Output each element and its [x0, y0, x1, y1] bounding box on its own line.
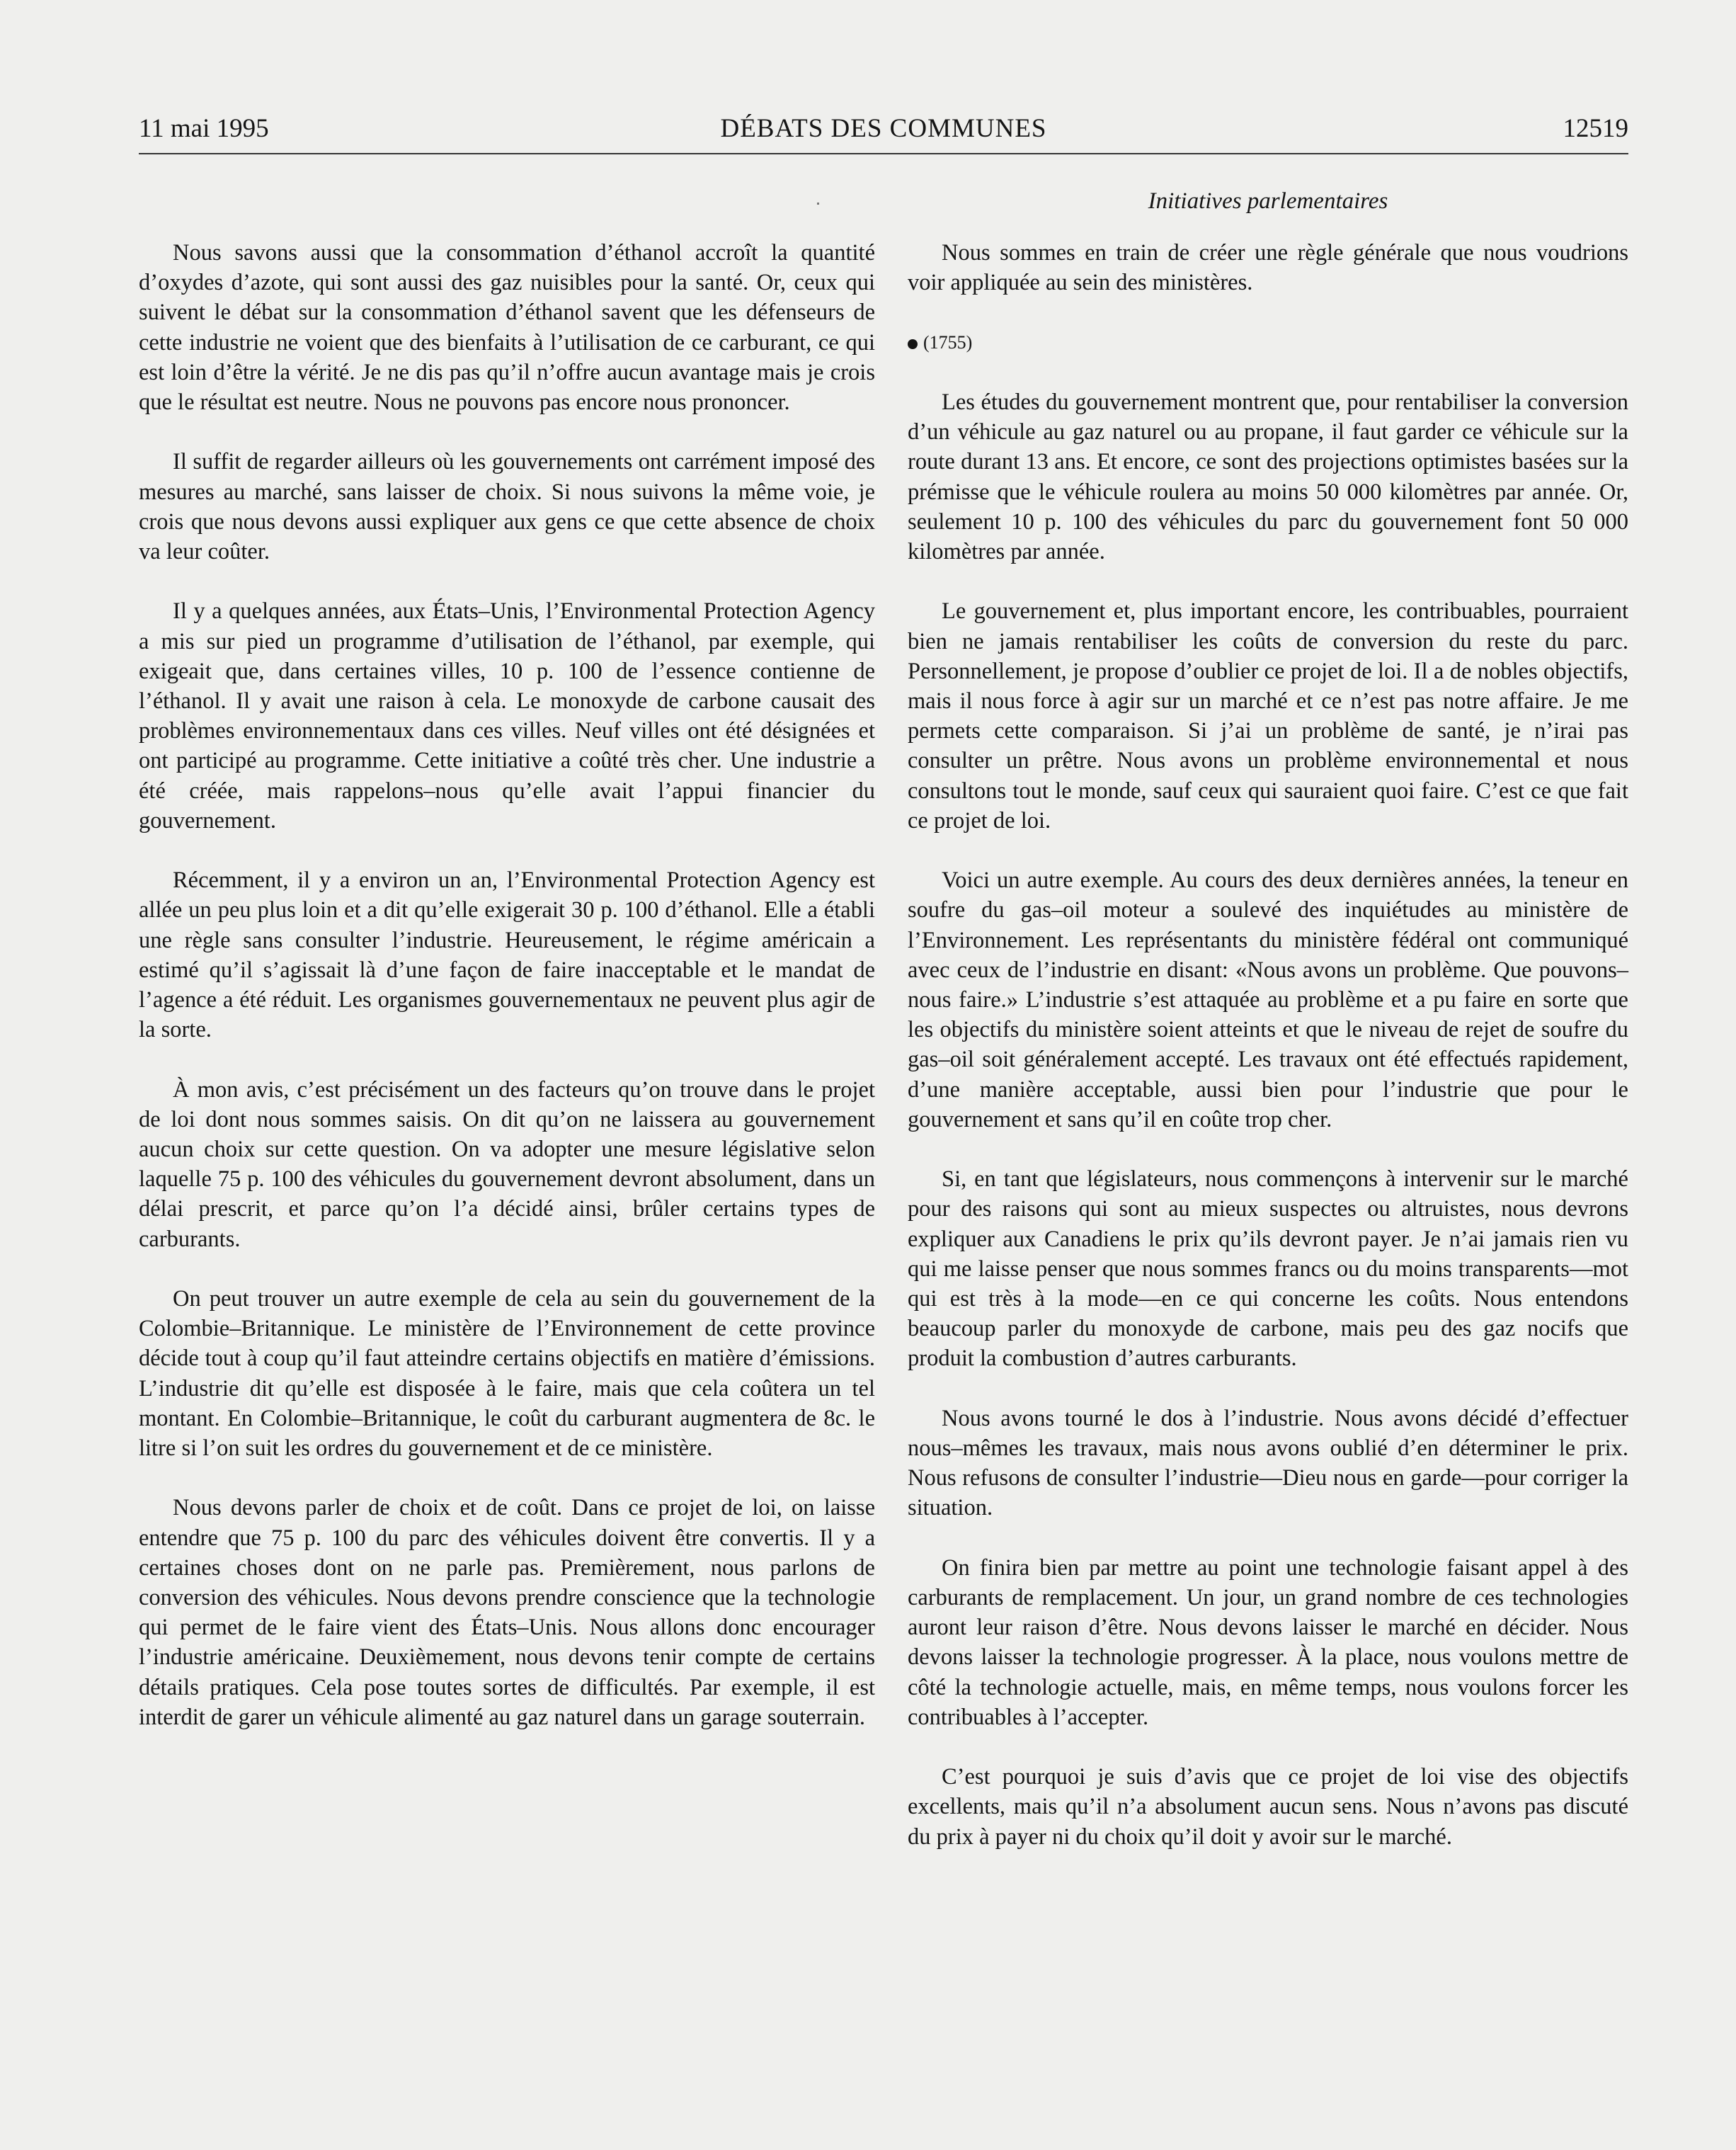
scan-speck: [817, 203, 819, 205]
paragraph: C’est pourquoi je suis d’avis que ce projet de loi vise des objectifs excellents, mais qu’il n’a absolument aucun sens. Nous n’avons pas discuté du prix à payer ni du choix qu’il doit y avoir sur le marché.: [908, 1764, 1628, 1850]
paragraph: Si, en tant que législateurs, nous commençons à intervenir sur le marché pour des raisons qui sont au mieux suspectes ou altruistes, nous devrons expliquer aux Canadiens le prix qu’ils devront payer. Je n’ai jamais rien vu qui me laisse penser que nous sommes francs ou du moins transparents—mot qui est très à la mode—en ce qui concerne les coûts. Nous entendons beaucoup parler du monoxyde de carbone, mais peu des gaz nocifs que produit la combustion d’autres carburants.: [908, 1166, 1628, 1372]
page-header: [139, 112, 1628, 154]
paragraph: Nous avons tourné le dos à l’industrie. Nous avons décidé d’effectuer nous–mêmes les travaux, mais nous avons oublié d’en déterminer le prix. Nous refusons de consulter l’industrie—Dieu nous en garde—pour corriger la situation.: [908, 1405, 1628, 1521]
section-heading: Initiatives parlementaires: [1148, 188, 1388, 214]
paragraph: Voici un autre exemple. Au cours des deux dernières années, la teneur en soufre du gas–oil moteur a soulevé des inquiétudes au ministère de l’Environnement. Les représentants du ministère fédéral ont communiqué avec ceux de l’industrie en disant: «Nous avons un problème. Que pouvons–nous faire.» L’industrie s’est attaquée au problème et a pu faire en sorte que les objectifs du ministère soient atteints et que le niveau de rejet de soufre du gas–oil soit généralement accepté. Les travaux ont été effectués rapidement, d’une manière acceptable, aussi bien pour l’industrie que pour le gouvernement et sans qu’il en coûte trop cher.: [908, 868, 1628, 1132]
paragraph: Nous sommes en train de créer une règle générale que nous voudrions voir appliquée au sein des ministères.: [908, 240, 1628, 296]
paragraph: On finira bien par mettre au point une technologie faisant appel à des carburants de remplacement. Un jour, un grand nombre de ces technologies auront leur raison d’être. Nous devons laisser le marché en décider. Nous devons laisser la technologie progresser. À la place, nous voulons mettre de côté la technologie actuelle, mais, en même temps, nous voulons forcer les contribuables à l’accepter.: [908, 1554, 1628, 1730]
right-column: [908, 238, 1628, 1882]
paragraph: À mon avis, c’est précisément un des facteurs qu’on trouve dans le projet de loi dont nous sommes saisis. On dit qu’on ne laissera au gouvernement aucun choix sur cette question. On va adopter une mesure législative selon laquelle 75 p. 100 des véhicules du gouvernement devront absolument, dans un délai prescrit, et parce qu’on l’a décidé ainsi, brûler certains types de carburants.: [139, 1076, 875, 1252]
left-column: [139, 238, 875, 1762]
header-date: 11 mai 1995: [139, 114, 269, 143]
paragraph: Les études du gouvernement montrent que, pour rentabiliser la conversion d’un véhicule au gaz naturel ou au propane, il faut garder ce véhicule sur la route durant 13 ans. Et encore, ce sont des projections optimistes basées sur la prémisse que le véhicule roulera au moins 50 000 kilomètres par année. Or, seulement 10 p. 100 des véhicules du parc du gouvernement font 50 000 kilomètres par année.: [908, 389, 1628, 564]
page-number: 12519: [1563, 114, 1628, 143]
header-title: DÉBATS DES COMMUNES: [720, 114, 1047, 143]
paragraph: Le gouvernement et, plus important encore, les contribuables, pourraient bien ne jamais rentabiliser les coûts de conversion du reste du parc. Personnellement, je propose d’oublier ce projet de loi. Il a de nobles objectifs, mais il nous force à agir sur un marché et ce n’est pas notre affaire. Je me permets cette comparaison. Si j’ai un problème de santé, je n’irai pas consulter un prêtre. Nous avons un problème environnemental et nous consultons tout le monde, sauf ceux qui sauraient quoi faire. C’est ce que fait ce projet de loi.: [908, 598, 1628, 834]
paragraph: On peut trouver un autre exemple de cela au sein du gouvernement de la Colombie–Britannique. Le ministère de l’Environnement de cette province décide tout à coup qu’il faut atteindre certains objectifs en matière d’émissions. L’industrie dit qu’elle est disposée à le faire, mais que cela coûtera un tel montant. En Colombie–Britannique, le coût du carburant augmentera de 8c. le litre si l’on suit les ordres du gouvernement et de ce ministère.: [139, 1286, 875, 1462]
paragraph: Récemment, il y a environ un an, l’Environmental Protection Agency est allée un peu plus loin et a dit qu’elle exigerait 30 p. 100 d’éthanol. Elle a établi une règle sans consulter l’industrie. Heureusement, le régime américain a estimé qu’il s’agissait là d’une façon de faire inacceptable et le mandat de l’agence a été réduit. Les organismes gouvernementaux ne peuvent plus agir de la sorte.: [139, 868, 875, 1043]
header-rule: [139, 153, 1628, 154]
paragraph: Il suffit de regarder ailleurs où les gouvernements ont carrément imposé des mesures au marché, sans laisser de choix. Si nous suivons la même voie, je crois que nous devons aussi expliquer aux gens ce que cette absence de choix va leur coûter.: [139, 449, 875, 565]
paragraph: Nous devons parler de choix et de coût. Dans ce projet de loi, on laisse entendre que 75 p. 100 du parc des véhicules doivent être convertis. Il y a certaines choses dont on ne parle pas. Premièrement, nous parlons de conversion des véhicules. Nous devons prendre conscience que la technologie qui permet de le faire vient des États–Unis. Nous allons donc encourager l’industrie américaine. Deuxièmement, nous devons tenir compte de certains détails pratiques. Cela pose toutes sortes de difficultés. Par exemple, il est interdit de garer un véhicule alimenté au gaz naturel dans un garage souterrain.: [139, 1495, 875, 1730]
time-marker-text: (1755): [923, 331, 973, 353]
bullet-icon: [908, 339, 918, 349]
time-marker: [908, 328, 1628, 358]
paragraph: Nous savons aussi que la consommation d’éthanol accroît la quantité d’oxydes d’azote, qui sont aussi des gaz nuisibles pour la santé. Or, ceux qui suivent le débat sur la consommation d’éthanol savent que les défenseurs de cette industrie ne voient que des bienfaits à l’utilisation de ce carburant, ce qui est loin d’être la vérité. Je ne dis pas qu’il n’offre aucun avantage mais je crois que le résultat est neutre. Nous ne pouvons pas encore nous prononcer.: [139, 240, 875, 416]
paragraph: Il y a quelques années, aux États–Unis, l’Environmental Protection Agency a mis sur pied un programme d’utilisation de l’éthanol, par exemple, qui exigeait que, dans certaines villes, 10 p. 100 de l’essence contienne de l’éthanol. Il y avait une raison à cela. Le monoxyde de carbone causait des problèmes environnementaux dans ces villes. Neuf villes ont été désignées et ont participé au programme. Cette initiative a coûté très cher. Une industrie a été créée, mais rappelons–nous qu’elle avait l’appui financier du gouvernement.: [139, 598, 875, 834]
